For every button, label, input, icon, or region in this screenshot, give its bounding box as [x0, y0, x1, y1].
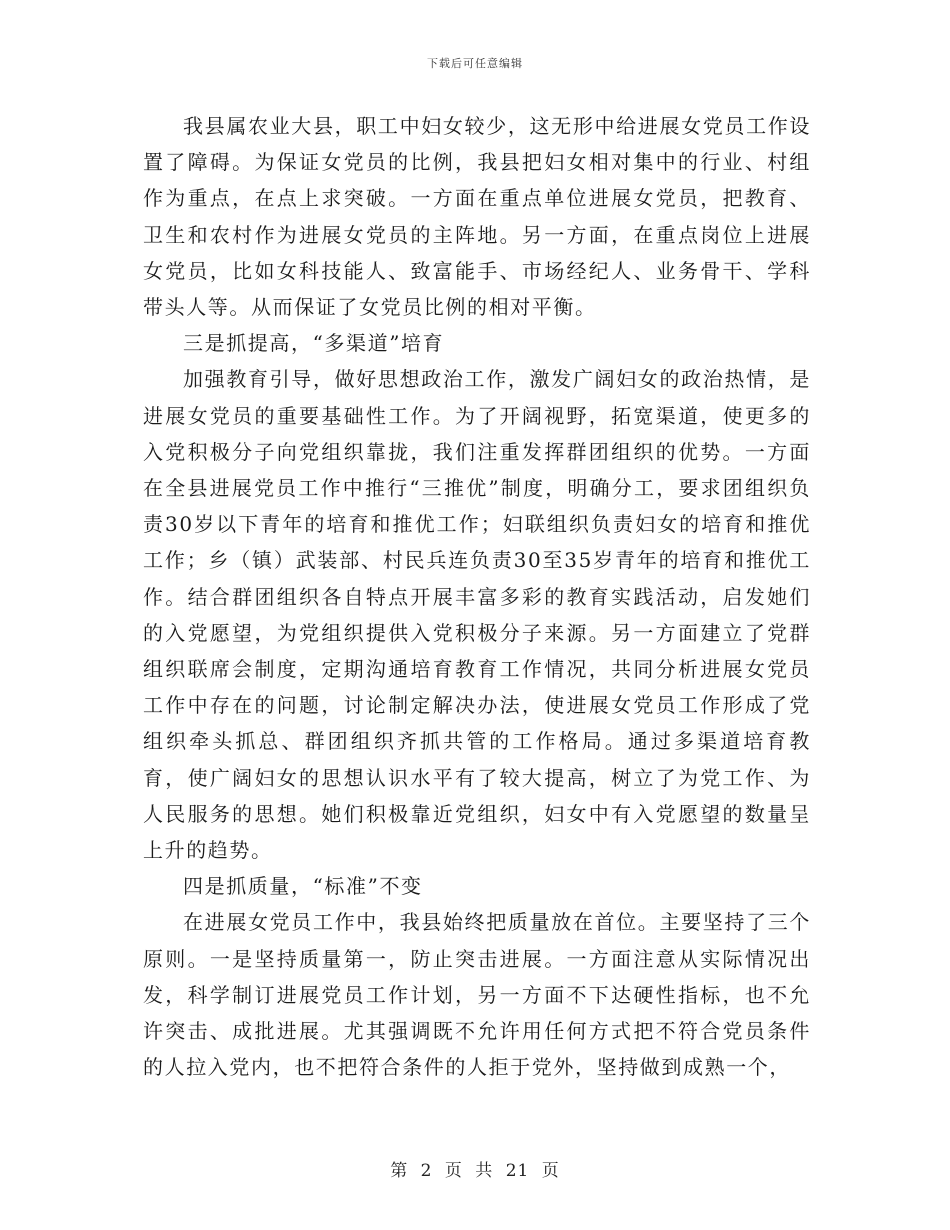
section-heading-three: 三是抓提高，“多渠道”培育 [183, 331, 445, 356]
paragraph-quality-first: 在进展女党员工作中，我县始终把质量放在首位。主要坚持了三个原则。一是坚持质量第一，防止突击进展。一方面注意从实际情况出发，科学制订进展党员工作计划，另一方面不下达硬性指标，也不允许突击、成批进展。尤其强调既不允许用任何方式把不符合党员条件的人拉入党内，也不把符合条件的人拒于党外，坚持做到成熟一个， [143, 910, 811, 1080]
header-note: 下载后可任意编辑 [427, 57, 523, 70]
page-number: 第 2 页 共 21 页 [390, 1161, 560, 1181]
document-body [143, 108, 811, 1085]
section-heading-four: 四是抓质量，“标准”不变 [183, 874, 423, 899]
paragraph-women-members-focus: 我县属农业大县，职工中妇女较少，这无形中给进展女党员工作设置了障碍。为保证女党员的比例，我县把妇女相对集中的行业、村组作为重点，在点上求突破。一方面在重点单位进展女党员，把教育、卫生和农村作为进展女党员的主阵地。另一方面，在重点岗位上进展女党员，比如女科技能人、致富能手、市场经纪人、业务骨干、学科带头人等。从而保证了女党员比例的相对平衡。 [143, 114, 811, 320]
paragraph-multi-channel-training: 加强教育引导，做好思想政治工作，激发广阔妇女的政治热情，是进展女党员的重要基础性工作。为了开阔视野，拓宽渠道，使更多的入党积极分子向党组织靠拢，我们注重发挥群团组织的优势。一方面在全县进展党员工作中推行“三推优”制度，明确分工，要求团组织负责30岁以下青年的培育和推优工作；妇联组织负责妇女的培育和推优工作；乡（镇）武装部、村民兵连负责30至35岁青年的培育和推优工作。结合群团组织各自特点开展丰富多彩的教育实践活动，启发她们的入党愿望，为党组织提供入党积极分子来源。另一方面建立了党群组织联席会制度，定期沟通培育教育工作情况，共同分析进展女党员工作中存在的问题，讨论制定解决办法，使进展女党员工作形成了党组织牵头抓总、群团组织齐抓共管的工作格局。通过多渠道培育教育，使广阔妇女的思想认识水平有了较大提高，树立了为党工作、为人民服务的思想。她们积极靠近党组织，妇女中有入党愿望的数量呈上升的趋势。 [143, 367, 811, 863]
